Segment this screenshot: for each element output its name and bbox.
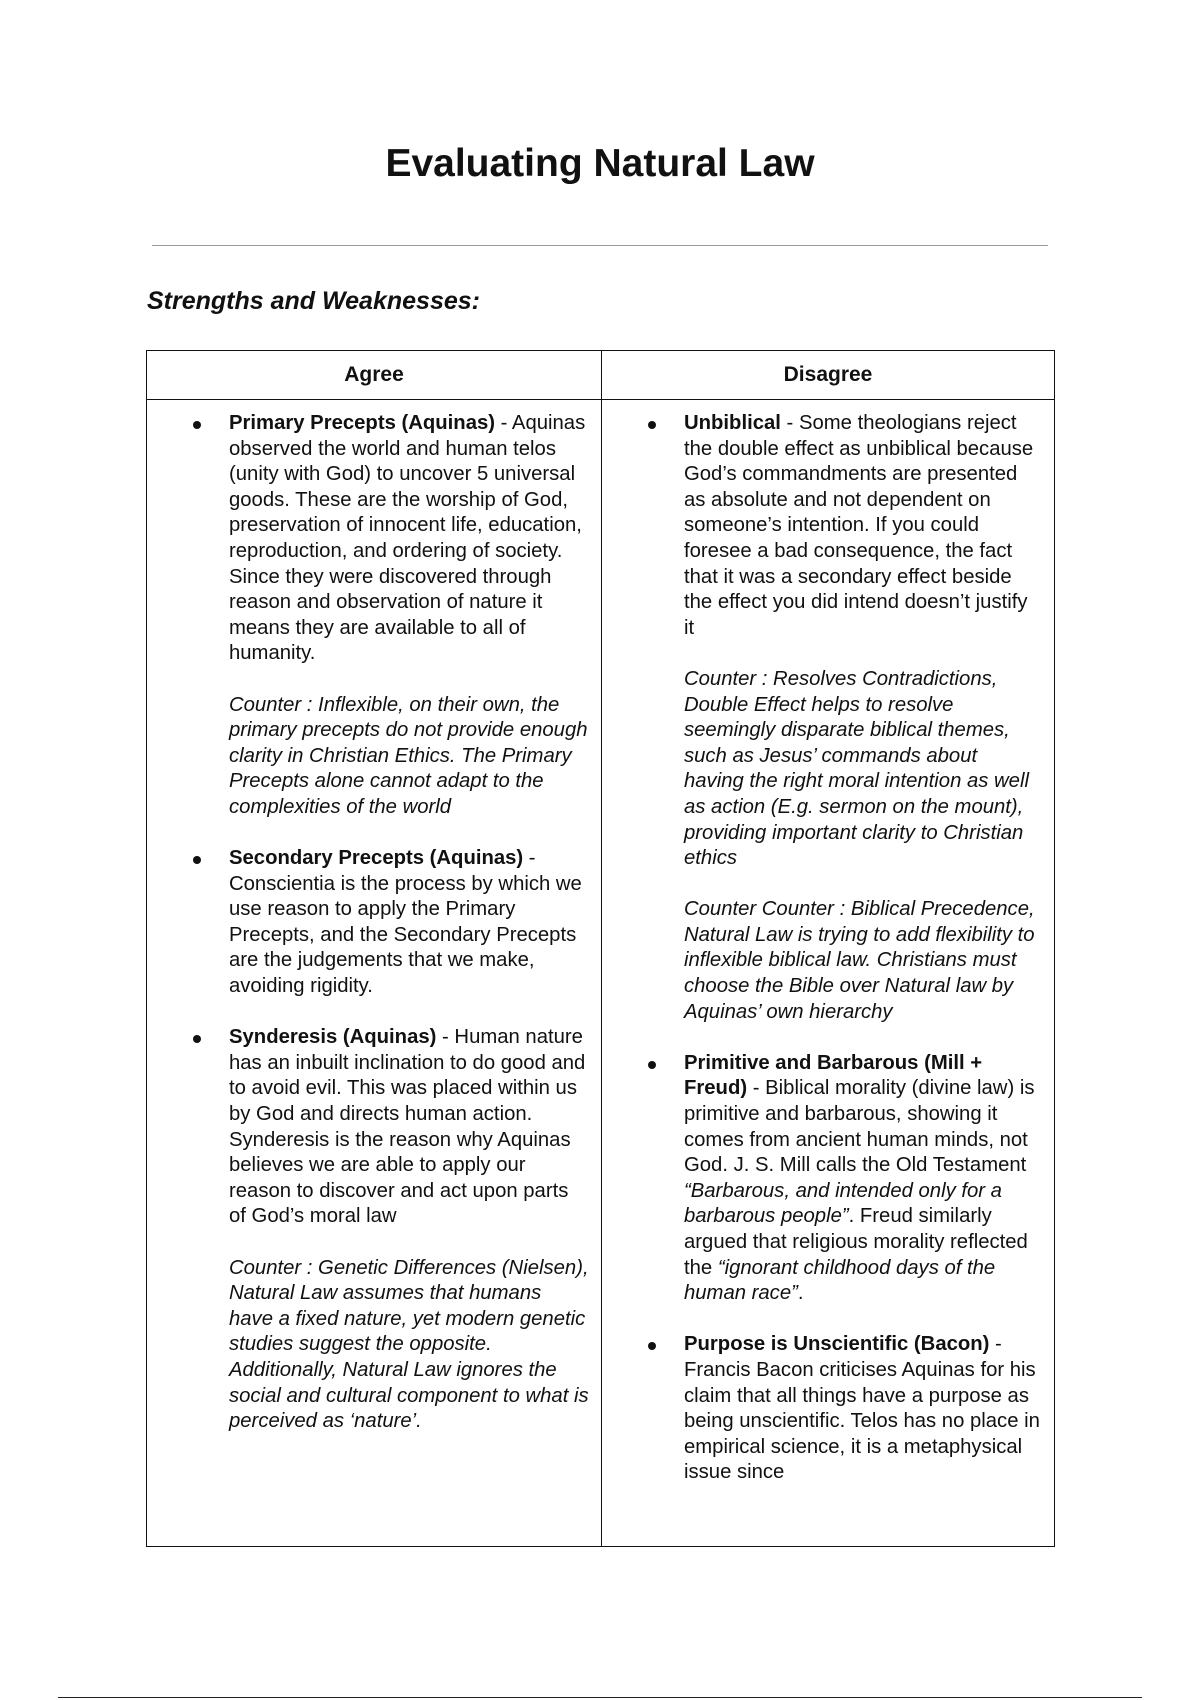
item-separator: - bbox=[495, 412, 512, 434]
table-body-row bbox=[147, 400, 1055, 1547]
item-title: Purpose is Unscientific (Bacon) bbox=[684, 1333, 990, 1356]
item-body: Conscientia is the process by which we use reason to apply the Primary Precepts, and the Secondary Precepts are the judgements that we make, avoiding rigidity. bbox=[229, 872, 582, 998]
item-title: Primary Precepts (Aquinas) bbox=[229, 412, 496, 434]
item-body: Biblical morality (divine law) is primitive and barbarous, showing it comes from ancient human minds, not God. J. S. Mill calls the Old Testament bbox=[684, 1077, 1035, 1177]
agree-column-header: Agree bbox=[147, 351, 602, 400]
item-body: Human nature has an inbuilt inclination to do good and to avoid evil. This was placed within us by God and directs human action. Synderesis is the reason why Aquinas believes we are able to apply our reason to discover and act upon parts of God’s moral law bbox=[229, 1026, 586, 1228]
item-body: . bbox=[797, 1282, 804, 1305]
table-header-row bbox=[147, 351, 1055, 400]
item-separator: - bbox=[747, 1077, 766, 1100]
item-body: Francis Bacon criticises Aquinas for his claim that all things have a purpose as being unscientific. Telos has no place in empirical science, it is a metaphysical issue since bbox=[684, 1358, 1040, 1484]
item-separator: - bbox=[780, 412, 799, 434]
item-counter: Counter : Inflexible, on their own, the primary precepts do not provide enough clarity in Christian Ethics. The Primary Precepts alone cannot adapt to the complexities of the world bbox=[229, 693, 588, 818]
bullet-icon bbox=[193, 856, 201, 864]
item-separator: - bbox=[436, 1026, 455, 1049]
agree-item-secondary-precepts bbox=[229, 846, 589, 1000]
item-counter: Counter : Resolves Contradictions, Double Effect helps to resolve seemingly disparate biblical themes, such as Jesus’ commands about having the right moral intention as well as action (E.g. sermon on the mount), providing important clarity to Christian ethics bbox=[684, 667, 1029, 870]
item-counter-counter: Counter Counter : Biblical Precedence, Natural Law is trying to add flexibility to inflexible biblical law. Christians must choose the Bible over Natural law by Aquinas’ own hierarchy bbox=[684, 898, 1035, 1023]
disagree-item-unbiblical bbox=[684, 411, 1042, 1025]
item-title: Unbiblical bbox=[684, 412, 781, 434]
item-body: Aquinas observed the world and human telos (unity with God) to uncover 5 universal goods. These are the worship of God, preservation of innocent life, education, reproduction, and ordering of society. Since they were discovered through reason and observation of nature it means they are available to all of humanity. bbox=[229, 412, 586, 665]
document-title: Evaluating Natural Law bbox=[385, 142, 815, 185]
section-heading: Strengths and Weaknesses: bbox=[147, 287, 480, 315]
agree-list bbox=[147, 400, 601, 1435]
bullet-icon bbox=[648, 1342, 656, 1350]
bullet-icon bbox=[648, 421, 656, 429]
bullet-icon bbox=[648, 1061, 656, 1069]
agree-item-primary-precepts bbox=[229, 411, 589, 821]
disagree-item-primitive-barbarous bbox=[684, 1051, 1042, 1307]
agree-item-synderesis bbox=[229, 1025, 589, 1435]
item-body: Some theologians reject the double effect as unbiblical because God’s commandments are presented as absolute and not dependent on someone’s intention. If you could foresee a bad consequence, the fact that it was a secondary effect beside the effect you did intend doesn’t justify it bbox=[684, 412, 1034, 639]
disagree-item-unscientific bbox=[684, 1332, 1042, 1486]
disagree-column-header: Disagree bbox=[602, 351, 1055, 400]
disagree-column bbox=[602, 400, 1055, 1547]
agree-column bbox=[147, 400, 602, 1547]
mill-quote: “Barbarous, and intended only for a barbarous people” bbox=[684, 1179, 1002, 1228]
disagree-list bbox=[602, 400, 1054, 1486]
item-title: Synderesis (Aquinas) bbox=[229, 1026, 437, 1049]
item-separator: - bbox=[989, 1333, 1002, 1356]
item-counter: Counter : Genetic Differences (Nielsen), Natural Law assumes that humans have a fixed nature, yet modern genetic studies suggest the opposite. Additionally, Natural Law ignores the social and cultural component to what is perceived as ‘nature’. bbox=[229, 1256, 589, 1433]
title-divider bbox=[152, 245, 1048, 246]
evaluation-table bbox=[146, 350, 1055, 1547]
item-separator: - bbox=[523, 847, 536, 870]
item-title: Secondary Precepts (Aquinas) bbox=[229, 847, 524, 870]
bullet-icon bbox=[193, 421, 201, 429]
item-body: . Freud similarly argued that religious morality reflected the bbox=[684, 1205, 1028, 1279]
page-footer-divider bbox=[58, 1697, 1142, 1698]
item-title: Primitive and Barbarous (Mill + Freud) bbox=[684, 1051, 983, 1100]
bullet-icon bbox=[193, 1035, 201, 1043]
freud-quote: “ignorant childhood days of the human race” bbox=[684, 1256, 996, 1305]
